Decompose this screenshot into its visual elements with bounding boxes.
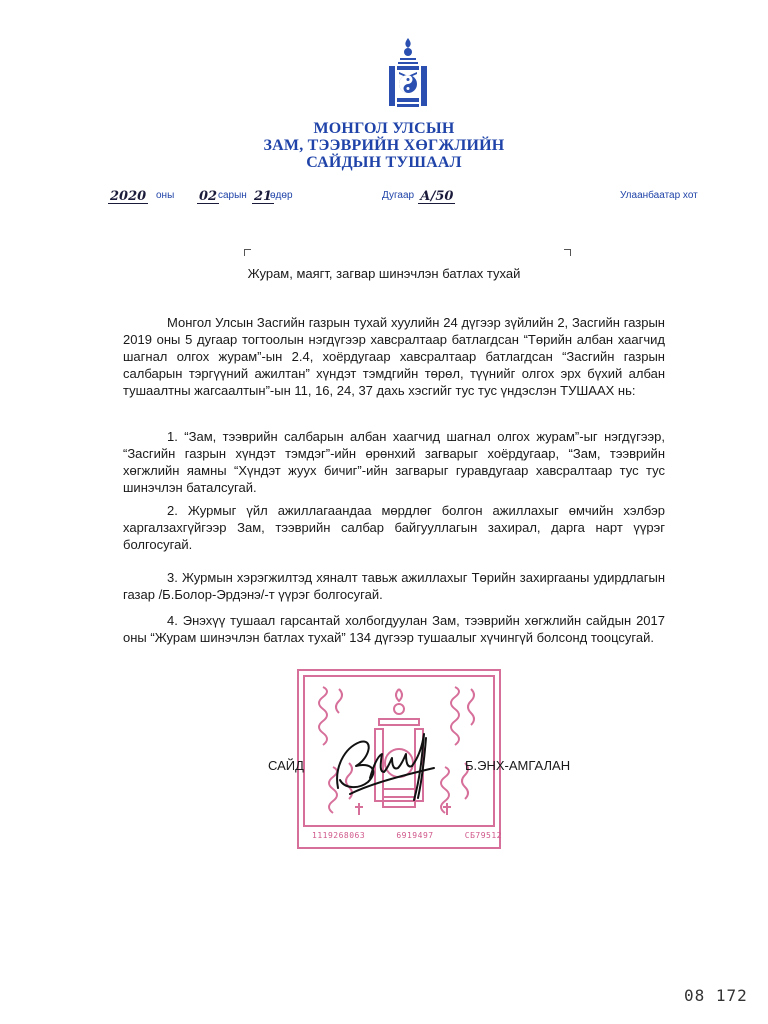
title-corner-mark-right [564,249,571,256]
preamble-paragraph: Монгол Улсын Засгийн газрын тухай хуулийн 24 дүгээр зүйлийн 2, Засгийн газрын 2019 оны 5 дугаар тогтоолын нэгдүгээр хавсралтаар батлагдсан “Төрийн албан хаагчид шагнал олгох журам”-ын 2.4, хоёрдугаар хавсралтаар батлагдсан “Засгийн газрын салбарын тэргүүний ажилтан” хүндэт тэмдгийн төрөл, түүнийг олгох эрх бүхий албан тушаалтны жагсаалтын”-ын 11, 16, 24, 37 дахь хэсгийг тус тус үндэслэн ТУШААХ нь: [123,315,665,398]
city-name: Улаанбаатар хот [620,190,698,201]
signatory-name: Б.ЭНХ-АМГАЛАН [465,758,571,773]
date-year-label: оны [156,190,175,201]
order-item-2: 2. Журмыг үйл ажиллагаандаа мөрдлөг болгон ажиллахыг өмчийн хэлбэр харгалзахгүйгээр Зам, тээврийн салбар байгууллагын захирал, дарга нарт үүрэг болгосугай. [123,503,665,552]
heading-country: МОНГОЛ УЛСЫН [313,120,455,137]
title-corner-mark-left [244,249,251,256]
order-item-4: 4. Энэхүү тушаал гарсантай холбогдуулан Зам, тээврийн хөгжлийн сайдын 2017 оны “Журам шинэчлэн батлах тухай” 134 дүгээр тушаалыг хүчингүй болсонд тооцсугай. [123,613,665,645]
heading-document-type: САЙДЫН ТУШААЛ [306,154,462,171]
heading-ministry: ЗАМ, ТЭЭВРИЙН ХӨГЖЛИЙН [263,137,505,154]
date-month: 02 [199,189,218,204]
date-day: 21 [254,189,273,204]
order-number-label: Дугаар [382,190,415,201]
order-item-3: 3. Журмын хэрэгжилтэд хяналт тавьж ажиллахыг Төрийн захиргааны удирдлагын газар /Б.Болор-Эрдэнэ/-т үүрэг болгосугай. [123,570,665,602]
signatory-title: САЙД [268,758,304,773]
seal-code-1: 1119268063 [312,831,366,840]
archive-number: 08 172 [684,986,748,1005]
state-emblem-icon [383,36,433,112]
order-number: А/50 [420,189,454,204]
handwritten-signature [330,728,440,808]
date-day-label: өдөр [270,190,293,201]
seal-code-3: СБ79512 [464,831,502,840]
document-title: Журам, маягт, загвар шинэчлэн батлах тухай [247,266,521,281]
date-year: 2020 [110,189,147,204]
date-month-label: сарын [218,190,247,201]
seal-code-2: 6919497 [396,831,434,840]
order-item-1: 1. “Зам, тээврийн салбарын албан хаагчид шагнал олгох журам”-ыг нэгдүгээр, “Засгийн газрын хүндэт тэмдэг”-ийн өрөнхий загварыг хоёрдугаар, “Зам, тээврийн хөгжлийн яамны “Хүндэт жуух бичиг”-ийн загварыг гуравдугаар хавсралтаар тус тус шинэчлэн баталсугай. [123,429,665,495]
seal-registration-codes [312,831,502,840]
